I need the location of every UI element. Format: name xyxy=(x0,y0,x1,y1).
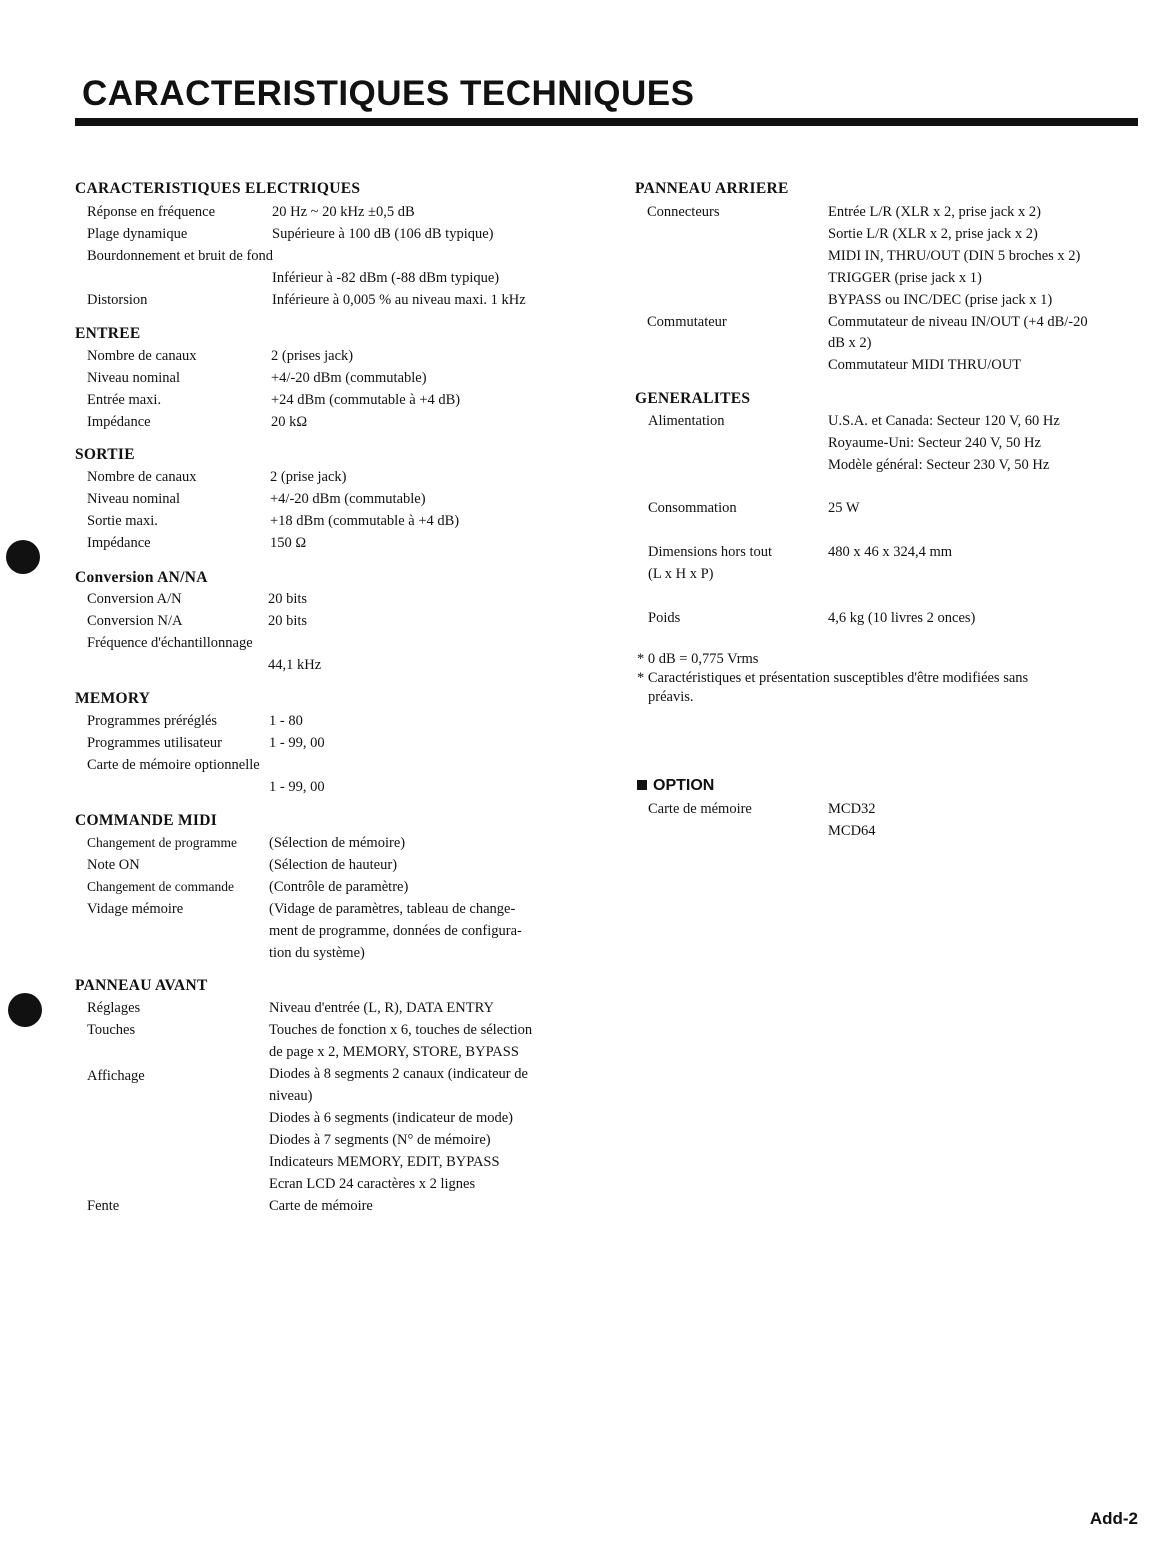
spec-label: Nombre de canaux xyxy=(87,348,197,364)
spec-value: (Contrôle de paramètre) xyxy=(269,879,409,895)
section-heading-elec: CARACTERISTIQUES ELECTRIQUES xyxy=(75,180,361,197)
spec-label: Carte de mémoire optionnelle xyxy=(87,757,260,773)
spec-label: Dimensions hors tout xyxy=(648,544,773,560)
option-heading-text: OPTION xyxy=(653,777,715,794)
section-heading-generalites: GENERALITES xyxy=(635,390,751,407)
spec-value: Indicateurs MEMORY, EDIT, BYPASS xyxy=(269,1154,500,1170)
section-heading-avant: PANNEAU AVANT xyxy=(75,977,208,994)
spec-value: 2 (prises jack) xyxy=(271,348,354,364)
spec-label: Bourdonnement et bruit de fond xyxy=(87,248,274,264)
spec-value: +18 dBm (commutable à +4 dB) xyxy=(270,513,460,529)
spec-value: 44,1 kHz xyxy=(268,657,322,673)
spec-value: Inférieur à -82 dBm (-88 dBm typique) xyxy=(272,270,500,286)
spec-label: Fente xyxy=(87,1198,120,1214)
spec-value: Diodes à 8 segments 2 canaux (indicateur de xyxy=(269,1066,528,1082)
spec-value: tion du système) xyxy=(269,945,365,961)
spec-value: MIDI IN, THRU/OUT (DIN 5 broches x 2) xyxy=(828,248,1081,264)
spec-label: Réglages xyxy=(87,1000,141,1016)
spec-value: (Vidage de paramètres, tableau de change- xyxy=(269,901,516,917)
spec-value: Supérieure à 100 dB (106 dB typique) xyxy=(272,226,494,242)
spec-label: Nombre de canaux xyxy=(87,469,197,485)
spec-label: Note ON xyxy=(87,857,140,873)
binder-hole-bottom xyxy=(8,993,42,1027)
option-heading xyxy=(637,777,714,795)
spec-label: (L x H x P) xyxy=(648,566,714,582)
spec-value: dB x 2) xyxy=(828,335,872,351)
binder-hole-top xyxy=(6,540,40,574)
spec-label: Plage dynamique xyxy=(87,226,188,242)
spec-value: 1 - 80 xyxy=(269,713,303,729)
spec-label: Réponse en fréquence xyxy=(87,204,216,220)
spec-value: ment de programme, données de configura- xyxy=(269,923,522,939)
spec-label: Entrée maxi. xyxy=(87,392,162,408)
section-heading-entree: ENTREE xyxy=(75,325,141,342)
spec-value: 1 - 99, 00 xyxy=(269,779,325,795)
spec-value: +4/-20 dBm (commutable) xyxy=(270,491,426,507)
spec-value: MCD64 xyxy=(828,823,876,839)
section-heading-sortie: SORTIE xyxy=(75,446,135,463)
spec-label: Conversion A/N xyxy=(87,591,182,607)
square-bullet-icon xyxy=(637,780,647,790)
section-heading-conversion: Conversion AN/NA xyxy=(75,569,208,586)
spec-label: Distorsion xyxy=(87,292,148,308)
spec-value: (Sélection de mémoire) xyxy=(269,835,406,851)
spec-value: Commutateur MIDI THRU/OUT xyxy=(828,357,1022,373)
spec-value: Carte de mémoire xyxy=(269,1198,373,1214)
title-rule xyxy=(75,118,1138,126)
section-heading-arriere: PANNEAU ARRIERE xyxy=(635,180,789,197)
spec-value: 4,6 kg (10 livres 2 onces) xyxy=(828,610,976,626)
spec-label: Niveau nominal xyxy=(87,491,181,507)
footnote: * 0 dB = 0,775 Vrms xyxy=(637,651,759,667)
spec-label: Niveau nominal xyxy=(87,370,181,386)
spec-label: Vidage mémoire xyxy=(87,901,184,917)
spec-value: 2 (prise jack) xyxy=(270,469,347,485)
spec-value: +24 dBm (commutable à +4 dB) xyxy=(271,392,461,408)
spec-value: 20 Hz ~ 20 kHz ±0,5 dB xyxy=(272,204,415,220)
spec-value: BYPASS ou INC/DEC (prise jack x 1) xyxy=(828,292,1053,308)
spec-value: Sortie L/R (XLR x 2, prise jack x 2) xyxy=(828,226,1038,242)
spec-value: Diodes à 7 segments (N° de mémoire) xyxy=(269,1132,491,1148)
spec-value: 20 bits xyxy=(268,591,308,607)
footnote: * Caractéristiques et présentation susceptibles d'être modifiées sans xyxy=(637,670,1029,686)
spec-label: Fréquence d'échantillonnage xyxy=(87,635,253,651)
spec-value: niveau) xyxy=(269,1088,313,1104)
spec-value: Commutateur de niveau IN/OUT (+4 dB/-20 xyxy=(828,314,1088,330)
spec-label: Affichage xyxy=(87,1068,145,1084)
spec-label: Sortie maxi. xyxy=(87,513,158,529)
spec-label: Consommation xyxy=(648,500,737,516)
spec-value: Entrée L/R (XLR x 2, prise jack x 2) xyxy=(828,204,1042,220)
spec-label: Conversion N/A xyxy=(87,613,183,629)
spec-value: Ecran LCD 24 caractères x 2 lignes xyxy=(269,1176,476,1192)
spec-label: Impédance xyxy=(87,535,151,551)
spec-value: Niveau d'entrée (L, R), DATA ENTRY xyxy=(269,1000,494,1016)
spec-label: Programmes utilisateur xyxy=(87,735,222,751)
spec-label: Programmes préréglés xyxy=(87,713,218,729)
spec-value: 25 W xyxy=(828,500,860,516)
page-title: CARACTERISTIQUES TECHNIQUES xyxy=(82,74,695,113)
spec-value: Inférieure à 0,005 % au niveau maxi. 1 kHz xyxy=(272,292,526,308)
spec-value: +4/-20 dBm (commutable) xyxy=(271,370,427,386)
spec-value: de page x 2, MEMORY, STORE, BYPASS xyxy=(269,1044,519,1060)
section-heading-memory: MEMORY xyxy=(75,690,151,707)
spec-label: Changement de programme xyxy=(87,835,237,850)
spec-value: 20 bits xyxy=(268,613,308,629)
spec-value: Royaume-Uni: Secteur 240 V, 50 Hz xyxy=(828,435,1041,451)
spec-value: Modèle général: Secteur 230 V, 50 Hz xyxy=(828,457,1050,473)
spec-label: Poids xyxy=(648,610,681,626)
spec-value: Diodes à 6 segments (indicateur de mode) xyxy=(269,1110,514,1126)
page-number: Add-2 xyxy=(1089,1509,1138,1528)
spec-label: Changement de commande xyxy=(87,879,234,894)
footnote: préavis. xyxy=(648,689,694,705)
spec-label: Touches xyxy=(87,1022,136,1038)
spec-value: (Sélection de hauteur) xyxy=(269,857,398,873)
section-heading-midi: COMMANDE MIDI xyxy=(75,812,218,829)
spec-value: 150 Ω xyxy=(270,535,307,551)
spec-value: TRIGGER (prise jack x 1) xyxy=(828,270,982,286)
spec-label: Connecteurs xyxy=(647,204,720,220)
spec-value: 1 - 99, 00 xyxy=(269,735,325,751)
spec-label: Alimentation xyxy=(648,413,725,429)
spec-label: Carte de mémoire xyxy=(648,801,752,817)
spec-label: Impédance xyxy=(87,414,151,430)
spec-value: 20 kΩ xyxy=(271,414,308,430)
spec-value: MCD32 xyxy=(828,801,876,817)
spec-value: U.S.A. et Canada: Secteur 120 V, 60 Hz xyxy=(828,413,1060,429)
spec-value: Touches de fonction x 6, touches de sélection xyxy=(269,1022,533,1038)
spec-label: Commutateur xyxy=(647,314,727,330)
spec-value: 480 x 46 x 324,4 mm xyxy=(828,544,953,560)
